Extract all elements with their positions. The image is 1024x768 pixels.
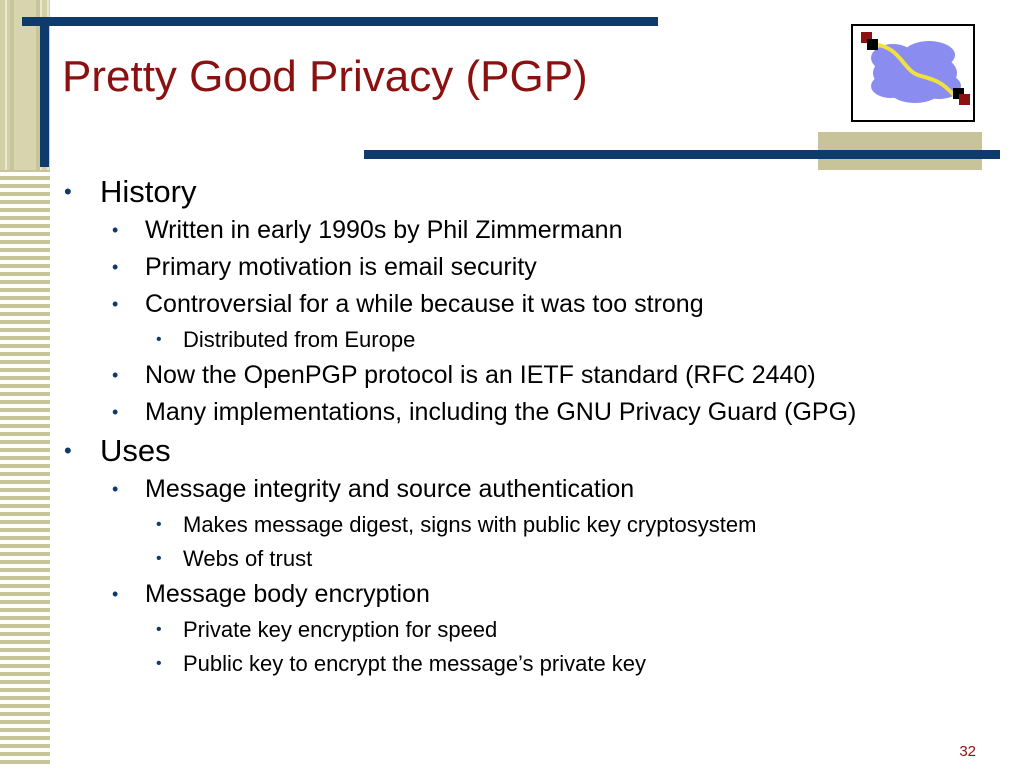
- bullet-marker: •: [64, 179, 72, 204]
- bullet-text: Message body encryption: [145, 580, 430, 608]
- bullet-marker: •: [112, 584, 119, 604]
- bullet-distributed: [60, 323, 1000, 357]
- bullet-marker: •: [112, 257, 119, 277]
- bullet-text: History: [100, 174, 197, 209]
- bullet-written: [60, 212, 1000, 249]
- bullet-webs: [60, 542, 1000, 576]
- slide-body: [60, 172, 1000, 681]
- bullet-text: Private key encryption for speed: [183, 617, 498, 642]
- bullet-text: Now the OpenPGP protocol is an IETF standard (RFC 2440): [145, 361, 816, 389]
- network-cloud-icon: [851, 24, 975, 122]
- title-underline-bar: [364, 150, 1000, 159]
- bullet-text: Distributed from Europe: [183, 327, 416, 352]
- bullet-controversial: [60, 286, 1000, 323]
- vertical-accent-bar: [40, 17, 49, 167]
- bullet-marker: •: [156, 621, 162, 638]
- bullet-marker: •: [112, 402, 119, 422]
- bullet-marker: •: [156, 655, 162, 672]
- bullet-text: Uses: [100, 433, 171, 468]
- bullet-text: Written in early 1990s by Phil Zimmermann: [145, 216, 623, 244]
- bullet-history: [60, 172, 1000, 212]
- bullet-text: Many implementations, including the GNU Privacy Guard (GPG): [145, 398, 857, 426]
- bullet-private-key: [60, 613, 1000, 647]
- bullet-marker: •: [156, 516, 162, 533]
- bullet-text: Message integrity and source authentication: [145, 475, 635, 503]
- bullet-uses: [60, 431, 1000, 471]
- bullet-integrity: [60, 471, 1000, 508]
- bullet-digest: [60, 508, 1000, 542]
- bullet-motivation: [60, 249, 1000, 286]
- bullet-marker: •: [112, 365, 119, 385]
- bullet-text: Webs of trust: [183, 546, 313, 571]
- bullet-marker: •: [112, 220, 119, 240]
- bullet-implementations: [60, 394, 1000, 431]
- top-accent-bar: [22, 17, 658, 26]
- slide-title: Pretty Good Privacy (PGP): [62, 52, 588, 101]
- bullet-text: Primary motivation is email security: [145, 253, 537, 281]
- bullet-openpgp: [60, 357, 1000, 394]
- bullet-marker: •: [112, 479, 119, 499]
- bullet-marker: •: [156, 331, 162, 348]
- page-number: 32: [959, 743, 976, 760]
- bullet-text: Public key to encrypt the message’s private key: [183, 651, 647, 676]
- bullet-body-encryption: [60, 576, 1000, 613]
- bullet-text: Makes message digest, signs with public key cryptosystem: [183, 512, 757, 537]
- bullet-marker: •: [156, 550, 162, 567]
- bullet-public-key: [60, 647, 1000, 681]
- bullet-marker: •: [64, 438, 72, 463]
- bullet-marker: •: [112, 294, 119, 314]
- bullet-text: Controversial for a while because it was too strong: [145, 290, 704, 318]
